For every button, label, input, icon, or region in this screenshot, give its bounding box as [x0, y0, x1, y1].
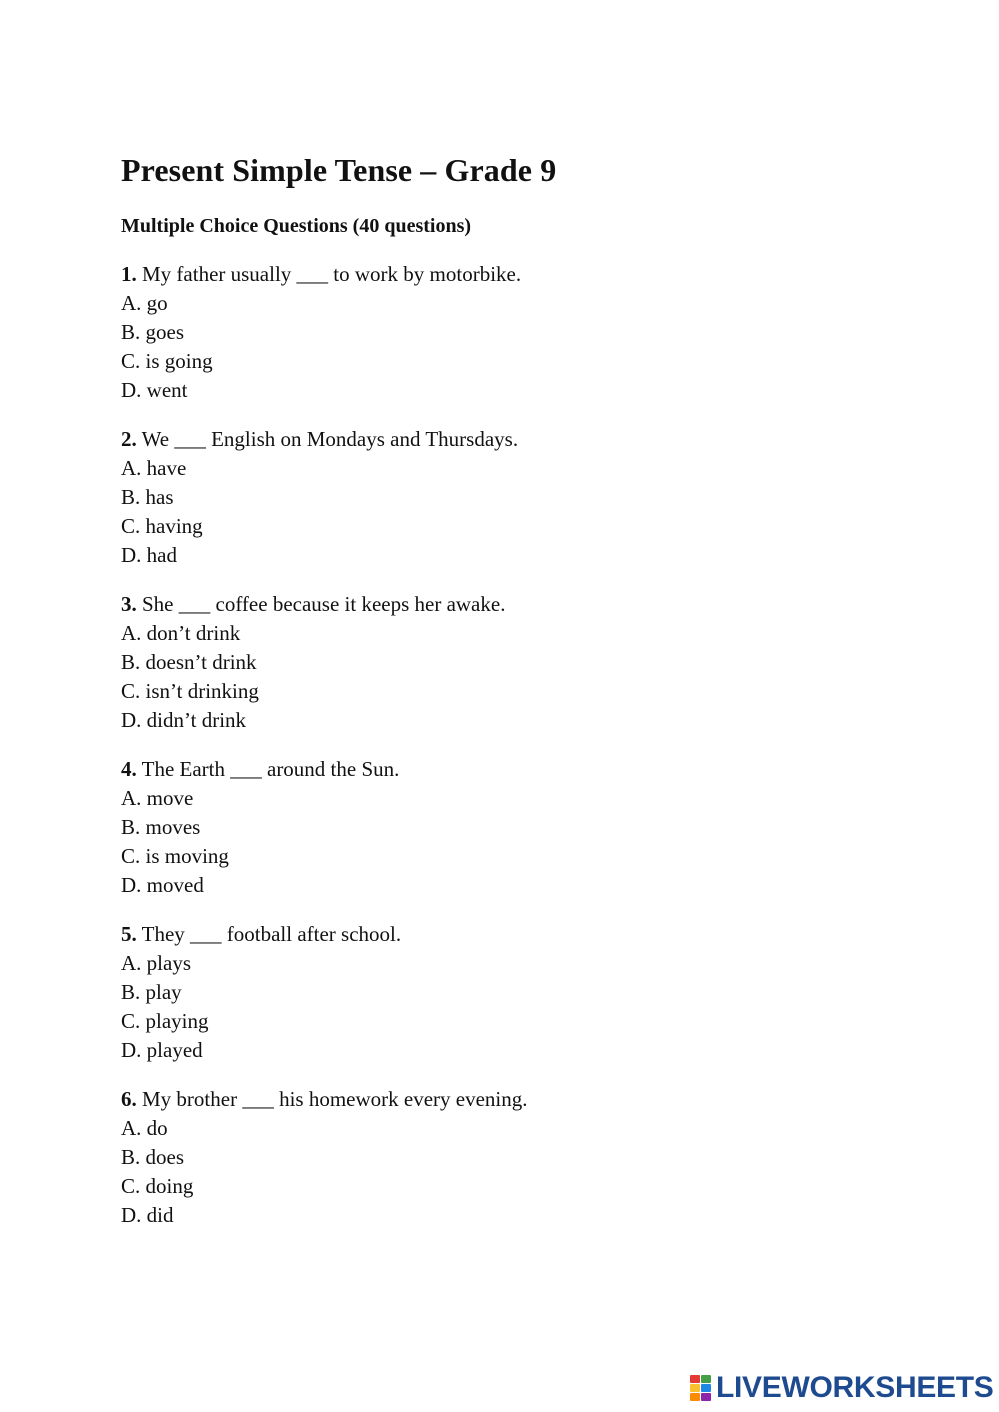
question-stem	[121, 590, 921, 619]
option-d: D. went	[121, 378, 188, 402]
question-list	[121, 260, 921, 1230]
question-text: The Earth ___ around the Sun.	[136, 757, 400, 781]
liveworksheets-logo-icon	[690, 1375, 712, 1401]
option-d: D. did	[121, 1203, 174, 1227]
question-number: 3.	[121, 592, 137, 616]
question-text: We ___ English on Mondays and Thursdays.	[136, 427, 519, 451]
option-b: B. moves	[121, 815, 201, 839]
option-b: B. goes	[121, 320, 184, 344]
question-2	[121, 425, 921, 570]
question-text: She ___ coffee because it keeps her awake.	[136, 592, 506, 616]
question-stem	[121, 425, 921, 454]
option-c: C. having	[121, 514, 203, 538]
page-title: Present Simple Tense – Grade 9	[121, 152, 557, 188]
question-4	[121, 755, 921, 900]
question-text: My father usually ___ to work by motorbike.	[136, 262, 522, 286]
option-a: A. plays	[121, 951, 191, 975]
section-subtitle: Multiple Choice Questions (40 questions)	[121, 215, 472, 237]
option-b: B. doesn’t drink	[121, 650, 257, 674]
question-stem	[121, 260, 921, 289]
option-c: C. is moving	[121, 844, 229, 868]
option-a: A. do	[121, 1116, 168, 1140]
question-stem	[121, 1085, 921, 1114]
question-3	[121, 590, 921, 735]
option-b: B. has	[121, 485, 174, 509]
question-5	[121, 920, 921, 1065]
option-c: C. playing	[121, 1009, 209, 1033]
liveworksheets-logo	[690, 1370, 994, 1406]
question-number: 6.	[121, 1087, 137, 1111]
question-stem	[121, 755, 921, 784]
question-1	[121, 260, 921, 405]
option-b: B. does	[121, 1145, 184, 1169]
option-a: A. go	[121, 291, 168, 315]
question-text: My brother ___ his homework every evening.	[136, 1087, 528, 1111]
question-number: 1.	[121, 262, 137, 286]
question-number: 2.	[121, 427, 137, 451]
question-number: 4.	[121, 757, 137, 781]
option-c: C. isn’t drinking	[121, 679, 259, 703]
worksheet	[121, 150, 921, 1230]
option-d: D. had	[121, 543, 177, 567]
question-number: 5.	[121, 922, 137, 946]
option-c: C. is going	[121, 349, 213, 373]
question-text: They ___ football after school.	[136, 922, 402, 946]
logo-text: LIVEWORKSHEETS	[716, 1371, 994, 1404]
option-a: A. don’t drink	[121, 621, 241, 645]
question-stem	[121, 920, 921, 949]
option-a: A. move	[121, 786, 194, 810]
option-d: D. moved	[121, 873, 204, 897]
option-c: C. doing	[121, 1174, 194, 1198]
option-d: D. played	[121, 1038, 203, 1062]
option-b: B. play	[121, 980, 182, 1004]
option-d: D. didn’t drink	[121, 708, 247, 732]
question-6	[121, 1085, 921, 1230]
option-a: A. have	[121, 456, 187, 480]
